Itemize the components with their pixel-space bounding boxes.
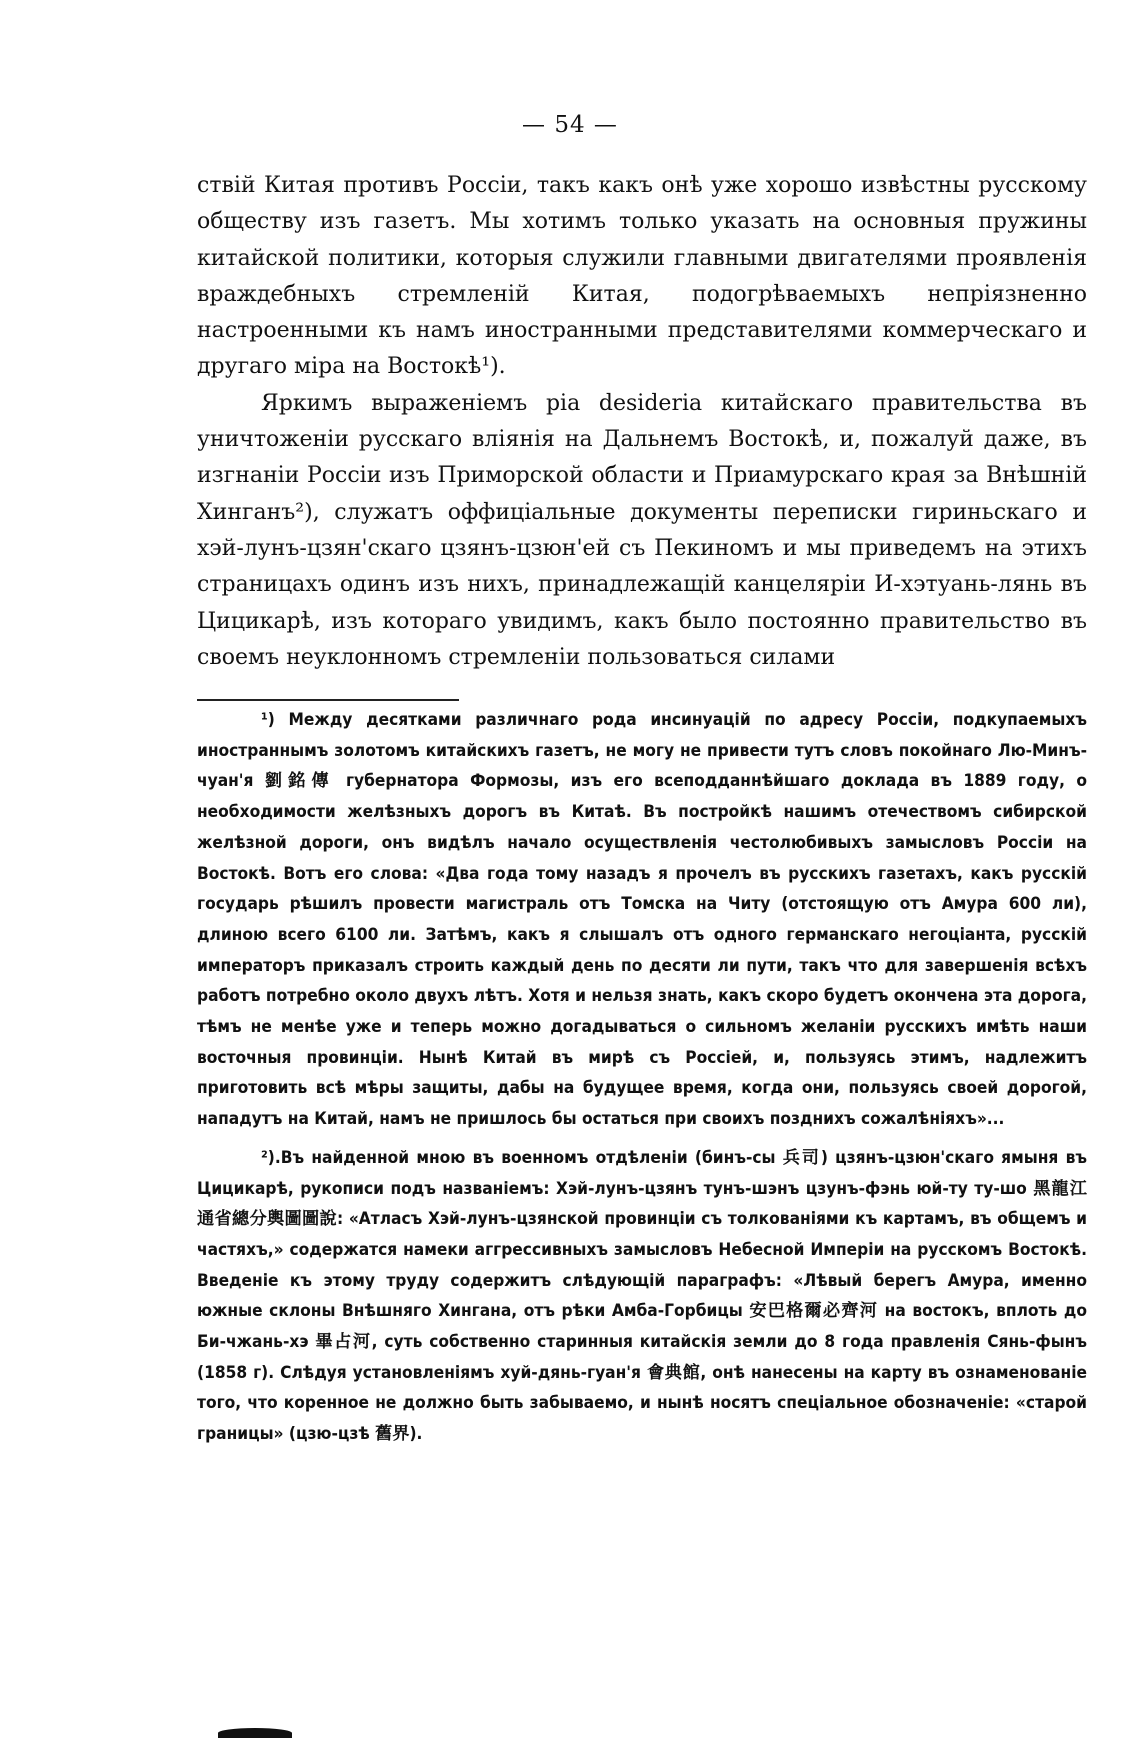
- main-paragraph-2: Яркимъ выраженіемъ pia desideria китайскаго правительства въ уничтоженіи русскаго вліянія на Дальнемъ Востокѣ, и, пожалуй даже, въ изгнаніи Россіи изъ Приморской области и Приамурскаго края за Внѣшній Хинганъ²), служатъ оффиціальные документы переписки гириньскаго и хэй-лунъ-цзян'скаго цзянъ-цзюн'ей съ Пекиномъ и мы приведемъ на этихъ страницахъ одинъ изъ нихъ, принадлежащій канцеляріи И-хэтуань-лянь въ Цицикарѣ, изъ котораго увидимъ, какъ было постоянно правительство въ своемъ неуклонномъ стремленіи пользоваться силами: [197, 390, 1087, 670]
- footnote-2: ²).Въ найденной мною въ военномъ отдѣленіи (бинъ-сы 兵司) цзянъ-цзюн'скаго ямыня въ Цицикарѣ, рукописи подъ названіемъ: Хэй-лунъ-цзянъ тунъ-шэнъ цзунъ-фэнь юй-ту ту-шо 黑龍江通省總分輿圖圖說: «Атласъ Хэй-лунъ-цзянской провинціи съ толкованіями къ картамъ, въ общемъ и частяхъ,» содержатся намеки аггрессивныхъ замысловъ Небесной Имперіи на русскомъ Востокѣ. Введеніе къ этому труду содержитъ слѣдующій параграфъ: «Лѣвый берегъ Амура, именно южные склоны Внѣшняго Хингана, отъ рѣки Амба-Горбицы 安巴格爾必齊河 на востокъ, вплоть до Би-чжань-хэ 畢占河, суть собственно старинныя китайскія земли до 8 года правленія Сянь-фынъ (1858 г). Слѣдуя установленіямъ хуй-дянь-гуан'я 會典館, онѣ нанесены на карту въ ознаменованіе того, что коренное не должно быть забываемо, и нынѣ носятъ спеціальное обозначеніе: «старой границы» (цзю-цзѣ 舊界).: [197, 1147, 1087, 1445]
- main-text: [197, 168, 1087, 676]
- main-paragraph-1: ствій Китая противъ Россіи, такъ какъ онѣ уже хорошо извѣстны русскому обществу изъ газетъ. Мы хотимъ только указать на основныя пружины китайской политики, которыя служили главными двигателями проявленія враждебныхъ стремленій Китая, подогрѣваемыхъ непріязненно настроенными къ намъ иностранными представителями коммерческаго и другаго міра на Востокѣ¹).: [197, 173, 1087, 380]
- footnote-divider: [197, 699, 459, 701]
- scan-artifact-mark: [218, 1728, 292, 1738]
- footnote-1: ¹) Между десятками различнаго рода инсинуацій по адресу Россіи, подкупаемыхъ иностраннымъ золотомъ китайскихъ газетъ, не могу не привести тутъ словъ покойнаго Лю-Минъ-чуан'я 劉銘傳 губернатора Формозы, изъ его всеподданнѣйшаго доклада въ 1889 году, о необходимости желѣзныхъ дорогъ въ Китаѣ. Въ постройкѣ нашимъ отечествомъ сибирской желѣзной дороги, онъ видѣлъ начало осуществленія честолюбивыхъ замысловъ Россіи на Востокѣ. Вотъ его слова: «Два года тому назадъ я прочелъ въ русскихъ газетахъ, какъ русскій государь рѣшилъ провести магистраль отъ Томска на Читу (отстоящую отъ Амура 600 ли), длиною всего 6100 ли. Затѣмъ, какъ я слышалъ отъ одного германскаго негоціанта, русскій императоръ приказалъ строить каждый день по десяти ли пути, такъ что для завершенія всѣхъ работъ потребно около двухъ лѣтъ. Хотя и нельзя знать, какъ скоро будетъ окончена эта дорога, тѣмъ не менѣе уже и теперь можно догадываться о сильномъ желаніи русскихъ имѣть наши восточныя провинціи. Нынѣ Китай въ мирѣ съ Россіей, и, пользуясь этимъ, надлежитъ приготовить всѣ мѣры защиты, дабы на будущее время, когда они, пользуясь своей дорогой, нападутъ на Китай, намъ не пришлось бы остаться при своихъ позднихъ сожалѣніяхъ»...: [197, 710, 1087, 1130]
- page-number: — 54 —: [522, 112, 618, 138]
- footnotes: [197, 705, 1087, 1450]
